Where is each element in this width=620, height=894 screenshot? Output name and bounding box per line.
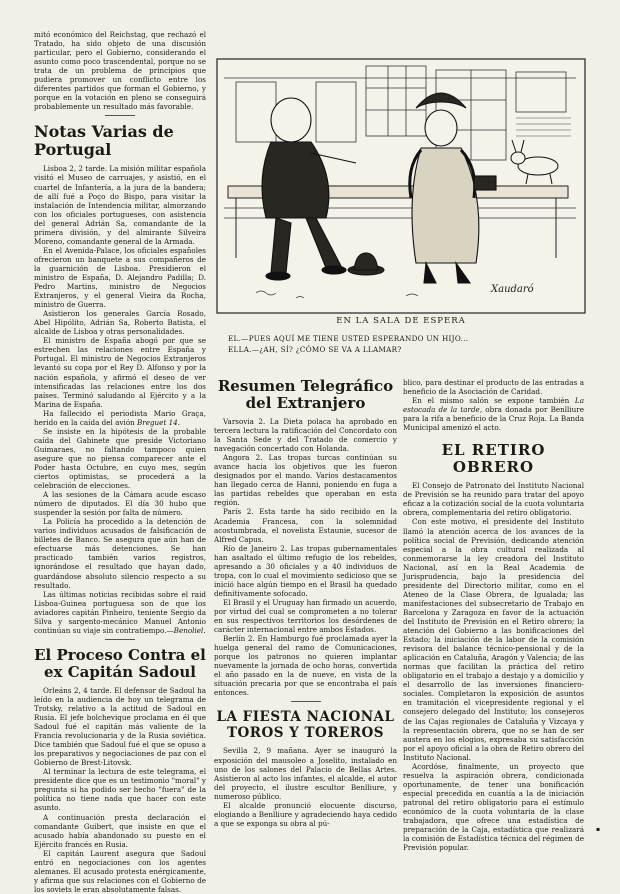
article-paragraph: El Brasil y el Uruguay han firmado un acuerdo, por virtud del cual se comprometen a no tolerar en sus respectivos territorios los desórdenes de carácter internacional entre ambos Estados.: [214, 597, 397, 635]
article-paragraph: Varsovia 2. La Dieta polaca ha aprobado en tercera lectura la ratificación del Concordato con la Santa Sede y del Tratado de comercio y navegación concertado con Holanda.: [214, 417, 397, 454]
article-paragraph: Se insiste en la hipótesis de la probable caída del Gabinete que preside Victoriano Guimaraes, no faltando tampoco quien asegure que no piensa comparecer ante el Poder hasta Octubre, en cuyo mes, según ciertos optimistas, se procederá a la celebración de elecciones.: [34, 426, 206, 491]
article-paragraph: Con este motivo, el presidente del Instituto llamó la atención acerca de los avances de la política social de Previsión, dedicando atención especial a la obra cultural realizada al conmemorarse la ley creadora del Instituto Nacional, así en la Real Academia de Jurisprudencia, bajo la presidencia del presidente del Directorio militar, como en el Ateneo de la Clase Obrera, de Igualada; las manifestaciones del subsecretario de Trabajo en Barcelona y Zaragoza en favor de la actuación del Instituto de Previsión en el Retiro obrero; la atención del Gobierno a las bonificaciones del Estado; la iniciación de la labor de la comisión revisora del balance técnico-pensional y de la aplicación en Cataluña, Aragón y Valencia; de las normas que facilitan la práctica del retiro obligatorio en el trabajo a destajo y a domicilio y el desarrollo de las inversiones financiero-sociales. Completaron la exposición de asuntos en tramitación el vicepresidente regional y el consejero delegado del Instituto; los consejeros de las Cajas regionales de Cataluña y Vizcaya y la representación obrera, que no se han de ser austera en los elogios, expresaba su satisfacción por el apoyo oficial a la obra de Retiro obrero del Instituto Nacional.: [403, 517, 584, 762]
text-span: Ha fallecido el periodista Mario Graça, herido en la caída del avión: [34, 408, 206, 427]
cartoon-caption-line: EL.—PUES AQUÍ ME TIENE USTED ESPERANDO UN HIJO...: [228, 334, 469, 343]
cartoon-caption-line: ELLA.—¿AH, SÍ? ¿CÓMO SE VA A LLAMAR?: [228, 345, 402, 354]
article-paragraph: El Consejo de Patronato del Instituto Nacional de Previsión se ha reunido para tratar del apoyo eficaz a la cotización social de la cuota voluntaria obrera, complementaria del retiro obligatorio.: [403, 481, 584, 518]
article-paragraph: Orleáns 2, 4 tarde. El defensor de Sadoul ha leído en la audiencia de hoy un telegrama de Trotsky, relativo a la actitud de Sadoul en Rusia. El jefe bolchevique proclama en él que Sadoul fué el capitán más valiente de la Francia revolucionaria y de la Rusia soviética. Dice también que Sadoul fué el que se opuso a los preparativos y negociaciones de paz con el Gobierno de Brest-Litovsk.: [34, 685, 206, 768]
cartoon-title: EN LA SALA DE ESPERA: [336, 316, 466, 326]
article-paragraph: Lisboa 2, 2 tarde. La misión militar española visitó el Museo de carruajes, y asistió, en el cuartel de Infantería, a la jura de la bandera; de allí fué a Poço do Bispo, para visitar la instalación de Intendencia militar, almorzando con los oficiales portugueses, con asistencia del general Adrián Sa, comandante de la primera división, y del almirante Silveira Moreno, comandante general de la Armada.: [34, 164, 206, 246]
cartoon-signature: Xaudaró: [491, 284, 534, 295]
article-paragraph: Acordóse, finalmente, un proyecto que resuelva la aspiración obrera, condicionada oportunamente, de tener una bonificación especial precedida en cuantía a la de iniciación patronal del retiro obligatorio para el estímulo económico de la cuota voluntaria de la clase trabajadora, que ofrece una estadística de preparación de la Caja, estadística que realizará la comisión de Estadística técnica del régimen de Previsión popular.: [403, 761, 584, 853]
article-paragraph: En el Avenida-Palace, los oficiales españoles ofrecieron un banquete a sus compañeros de la guarnición de Lisboa. Presidieron el ministro de España, D. Alejandro Padilla; D. Pedro Martins, ministro de Negocios Extranjeros, y el general Vieira da Rocha, ministro de Guerra.: [34, 245, 206, 310]
article-paragraph: Berlín 2. En Hamburgo fué proclamada ayer la huelga general del ramo de Comunicaciones, porque los patronos no quieren implantar nuevamente la jornada de ocho horas, convertida el año pasado en la de nueve, en vista de la situación precaria por que se encontraba el país entonces.: [214, 634, 397, 698]
page-corner-mark: ▪: [596, 826, 601, 833]
text-span: Las últimas noticias recibidas sobre el raid Lisboa-Guinea portuguesa son de que los aviadores capitán Pinheiro, teniente Sergio da Silva y sargento-mecánico Manuel Antonio continúan su viaje sin contratiempo.—: [34, 589, 206, 635]
text-span: obra donada por Benlliure para la rifa a beneficio de la Cruz Roja. La Banda Municipal amenizó el acto.: [403, 405, 584, 433]
article-paragraph: La Policía ha procedido a la detención de varios individuos acusados de falsificación de billetes de Banco. Se asegura que aún han de efectuarse más detenciones. Se han practicado también varios registros, ignorándose el resultado que hayan dado, guardándose absoluto silencio respecto a su resultado.: [34, 517, 206, 590]
toros-toreros-heading: TOROS Y TOREROS: [226, 725, 385, 742]
reichstag-continuation: mitó económico del Reichstag, que rechazó el Tratado, ha sido objeto de una discusión particular, pero el Gobierno, considerando el asunto como poco trascendental, porque no se trata de un problema de principios que pudiera promover un conflicto entre los diferentes partidos que forman el Gobierno, y porque en la votación en pleno se conseguirá probablemente un resultado más favorable.: [34, 30, 206, 112]
article-paragraph: París 2. Esta tarde ha sido recibido en la Academia Francesa, con la solemnidad acostumbrada, el novelista Estaunie, sucesor de Alfred Capus.: [214, 507, 397, 544]
byline: Benoliel.: [173, 625, 206, 635]
article-paragraph: blico, para destinar el producto de las entradas a beneficio de la Asociación de Caridad.: [403, 378, 584, 397]
proceso-sadoul-heading: El Proceso Contra el ex Capitán Sadoul: [34, 645, 206, 681]
article-paragraph: Río de Janeiro 2. Las tropas gubernamentales han asaltado el último refugio de los rebeldes, apresando a 30 oficiales y a 40 individuos de tropa, con lo cual el movimiento sedicioso que se inició hace algún tiempo en el Brasil ha quedado definitivamente sofocado.: [214, 543, 397, 598]
column-3: [403, 378, 584, 852]
article-paragraph: El capitán Laurent asegura que Sadoul entró en negociaciones con los agentes alemanes. El acusado protesta enérgicamente, y afirma que sus relaciones con el Gobierno de los soviets le eran absolutamente falsas.: [34, 848, 206, 894]
article-paragraph: Angora 2. Las tropas turcas continúan su avance hacia los objetivos que les fueron designados por el mando. Varios destacamentos han llegado cerca de Hanni, poniendo en fuga a las partidas rebeldes que operaban en esta región.: [214, 453, 397, 508]
divider: [105, 115, 135, 116]
cartoon: [216, 58, 586, 370]
article-paragraph: Sevilla 2, 9 mañana. Ayer se inauguró la exposición del mausoleo a Joselito, instalado en uno de los salones del Palacio de Bellas Artes. Asistieron al acto los infantes, el alcalde, el autor del proyecto, el ilustre escultor Benlliure, y numeroso público.: [214, 746, 397, 801]
cartoon-illustration: [216, 58, 586, 314]
article-paragraph: Al terminar la lectura de este telegrama, el presidente dice que es un testimonio "moral" y pregunta si ha podido ser hecho "fuera" de la política no tiene nada que hacer con este asunto.: [34, 767, 206, 813]
resumen-telegrafico-heading: Resumen Telegráfico del Extranjero: [217, 377, 394, 412]
aircraft-name: Breguet 14.: [136, 417, 181, 427]
artwork-title: La estocada de la tarde,: [403, 396, 584, 415]
notas-portugal-heading: Notas Varias de Portugal: [34, 122, 174, 160]
article-paragraph: [34, 590, 206, 635]
article-paragraph: El ministro de España abogó por que se estrechen las relaciones entre España y Portugal. El ministro de Negocios Extranjeros levantó su copa por el Rey D. Alfonso y por la nación española, y afirmó el deseo de ver intensificadas las relaciones entre los dos países. Terminó saludando al Ejército y a la Marina de España.: [34, 336, 206, 409]
article-paragraph: [34, 409, 206, 427]
article-paragraph: Asistieron los generales García Rosado, Abel Hipólito, Adrián Sa, Roberto Batista, el alcalde de Lisboa y otras personalidades.: [34, 309, 206, 337]
fiesta-nacional-heading: LA FIESTA NACIONAL: [216, 709, 395, 726]
article-paragraph: A las sesiones de la Cámara acude escaso número de diputados. El día 30 hubo que suspender la sesión por falta de número.: [34, 490, 206, 518]
text-span: En el mismo salón se expone también: [412, 396, 570, 406]
column-1: [34, 30, 206, 894]
retiro-obrero-heading: EL RETIRO OBRERO: [441, 441, 546, 477]
divider: [291, 701, 321, 702]
divider: [105, 639, 135, 640]
article-paragraph: El alcalde pronunció elocuente discurso, elogiando a Benlliure y agradeciendo haya cedido a que se exponga su obra al pú-: [214, 800, 397, 828]
column-2: [214, 378, 397, 828]
article-paragraph: [403, 396, 584, 432]
article-paragraph: A continuación presta declaración el comandante Guibert, que insiste en que el acusado había abandonado su puesto en el Ejército francés en Rusia.: [34, 812, 206, 849]
